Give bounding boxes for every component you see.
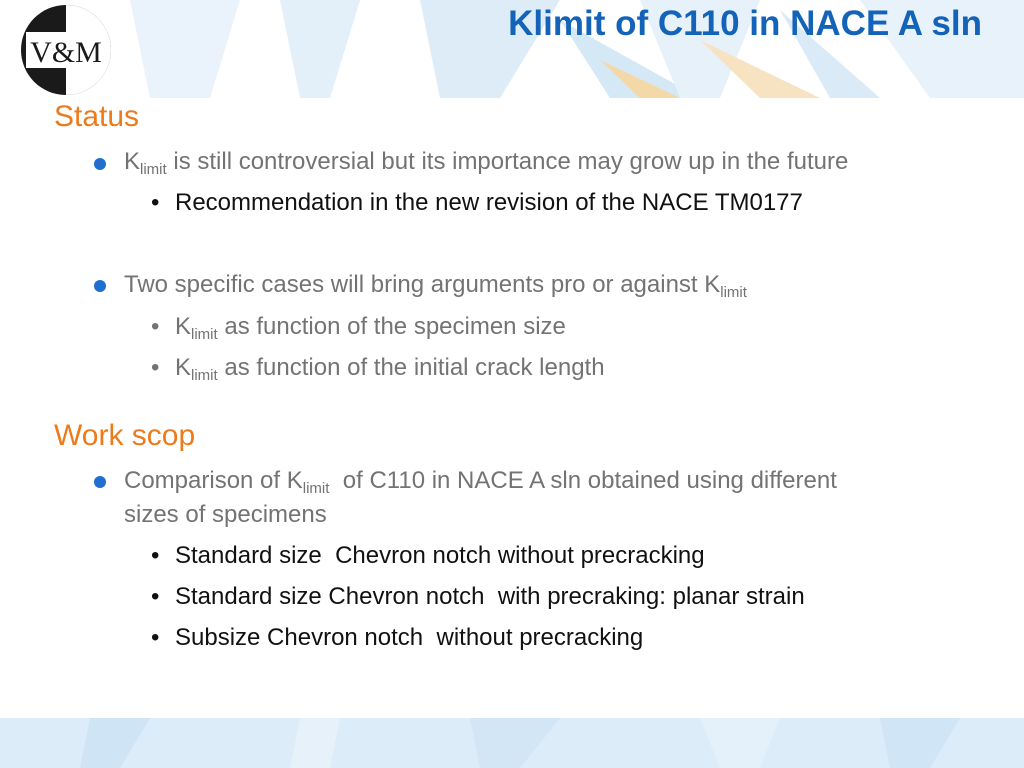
work-scope-sub-3: Subsize Chevron notch without precracking <box>175 624 644 651</box>
status-item-2-sub-2: $K_{limit}$ as function of the initial crack length <box>175 354 605 384</box>
bullet-icon <box>94 476 106 488</box>
sub-bullet-icon: • <box>151 313 160 340</box>
slide-title: Klimit of C110 in NACE A sln <box>508 4 982 43</box>
status-heading: Status <box>54 100 140 133</box>
bullet-icon <box>94 158 106 170</box>
work-scope-heading: Work scop <box>54 419 196 452</box>
work-scope-item-1-line-2: sizes of specimens <box>124 501 327 528</box>
status-item-1-sub-1: Recommendation in the new revision of the NACE TM0177 <box>175 189 803 216</box>
footer-decoration <box>0 718 1024 768</box>
sub-bullet-icon: • <box>151 189 160 216</box>
logo-lettering: V&M <box>30 36 102 69</box>
work-scope-item-1-line-1: Comparison of $K_{limit}$ of C110 in NACE A sln obtained using different <box>124 467 837 497</box>
vm-logo <box>20 4 112 96</box>
bullet-icon <box>94 280 106 292</box>
status-item-1: $K_{limit}$ is still controversial but its importance may grow up in the future <box>124 148 849 178</box>
work-scope-sub-2: Standard size Chevron notch with precraking: planar strain <box>175 583 805 610</box>
sub-bullet-icon: • <box>151 624 160 651</box>
status-item-2-sub-1: $K_{limit}$ as function of the specimen size <box>175 313 566 343</box>
sub-bullet-icon: • <box>151 583 160 610</box>
sub-bullet-icon: • <box>151 542 160 569</box>
status-item-2: Two specific cases will bring arguments pro or against $K_{limit}$ <box>124 271 747 301</box>
sub-bullet-icon: • <box>151 354 160 381</box>
work-scope-sub-1: Standard size Chevron notch without precracking <box>175 542 705 569</box>
